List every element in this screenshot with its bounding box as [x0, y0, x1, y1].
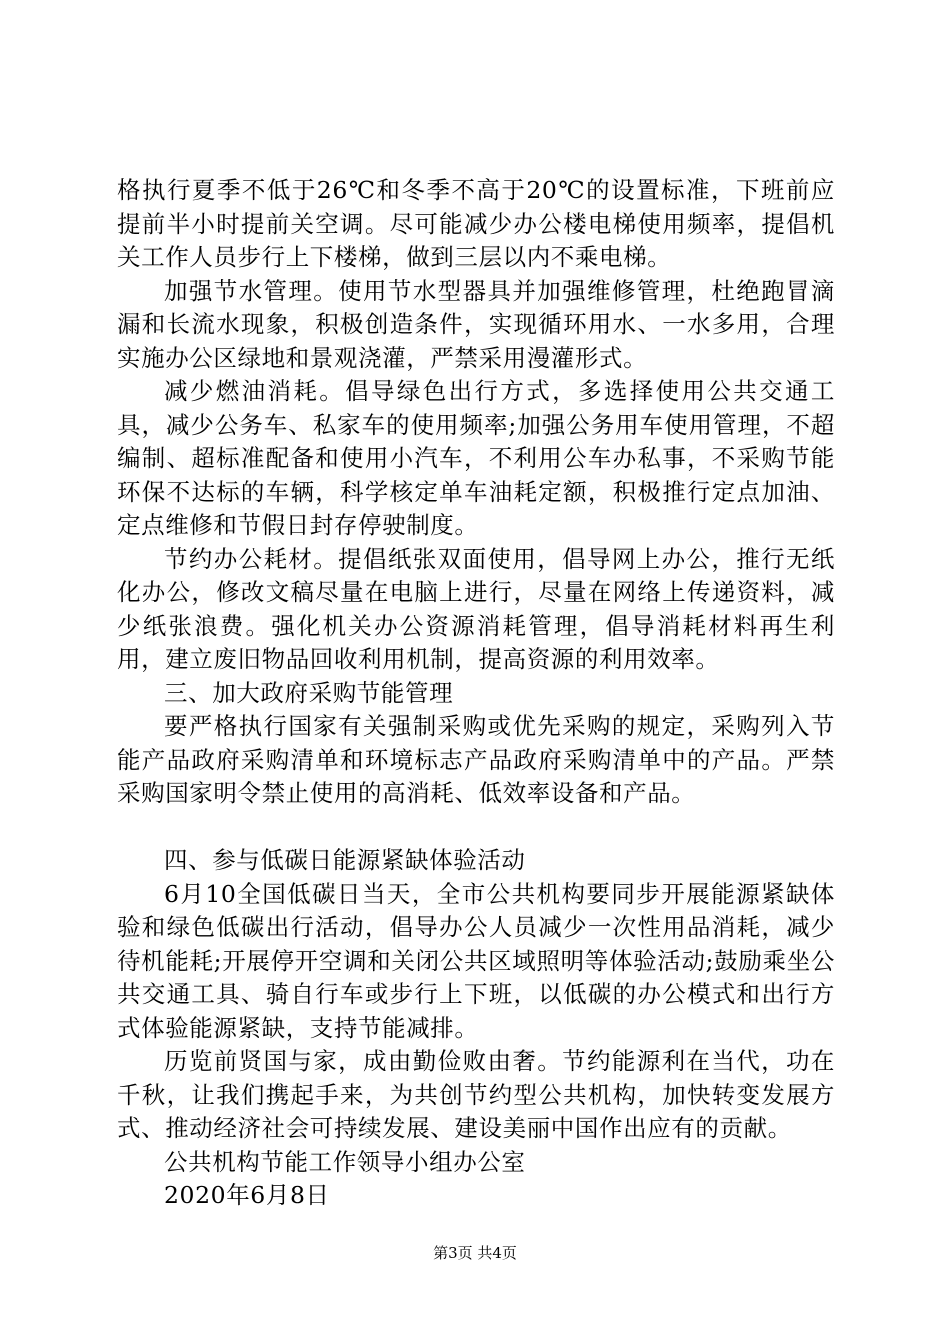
paragraph-office-supplies: 节约办公耗材。提倡纸张双面使用，倡导网上办公，推行无纸化办公，修改文稿尽量在电脑上进行，尽量在网络上传递资料，减少纸张浪费。强化机关办公资源消耗管理，倡导消耗材料再生利用，建立废旧物品回收利用机制，提高资源的利用效率。 — [117, 544, 835, 673]
paragraph-fuel-saving: 减少燃油消耗。倡导绿色出行方式，多选择使用公共交通工具，减少公务车、私家车的使用频率;加强公务用车使用管理，不超编制、超标准配备和使用小汽车，不利用公车办私事，不采购节能环保不达标的车辆，科学核定单车油耗定额，积极推行定点加油、定点维修和节假日封存停驶制度。 — [117, 377, 835, 539]
paragraph-closing: 历览前贤国与家，成由勤俭败由奢。节约能源利在当代，功在千秋，让我们携起手来，为共创节约型公共机构，加快转变发展方式、推动经济社会可持续发展、建设美丽中国作出应有的贡献。 — [117, 1047, 835, 1142]
paragraph-water-saving: 加强节水管理。使用节水型器具并加强维修管理，杜绝跑冒滴漏和长流水现象，积极创造条件，实现循环用水、一水多用，合理实施办公区绿地和景观浇灌，严禁采用漫灌形式。 — [117, 276, 835, 372]
paragraph-procurement: 要严格执行国家有关强制采购或优先采购的规定，采购列入节能产品政府采购清单和环境标志产品政府采购清单中的产品。严禁采购国家明令禁止使用的高消耗、低效率设备和产品。 — [117, 712, 835, 807]
section-heading-low-carbon-day: 四、参与低碳日能源紧缺体验活动 — [164, 846, 526, 874]
paragraph-low-carbon-day: 6月10全国低碳日当天，全市公共机构要同步开展能源紧缺体验和绿色低碳出行活动，倡导办公人员减少一次性用品消耗，减少待机能耗;开展停开空调和关闭公共区域照明等体验活动;鼓励乘坐公共交通工具、骑自行车或步行上下班，以低碳的办公模式和出行方式体验能源紧缺，支持节能减排。 — [117, 879, 835, 1042]
signature-date: 2020年6月8日 — [164, 1181, 330, 1209]
paragraph-ac-standard: 格执行夏季不低于26℃和冬季不高于20℃的设置标准，下班前应提前半小时提前关空调。尽可能减少办公楼电梯使用频率，提倡机关工作人员步行上下楼梯，做到三层以内不乘电梯。 — [117, 176, 835, 271]
signature-office: 公共机构节能工作领导小组办公室 — [164, 1147, 526, 1176]
section-heading-procurement: 三、加大政府采购节能管理 — [164, 678, 454, 707]
page-number-footer: 第3页 共4页 — [433, 1244, 517, 1262]
document-body — [117, 174, 835, 1213]
